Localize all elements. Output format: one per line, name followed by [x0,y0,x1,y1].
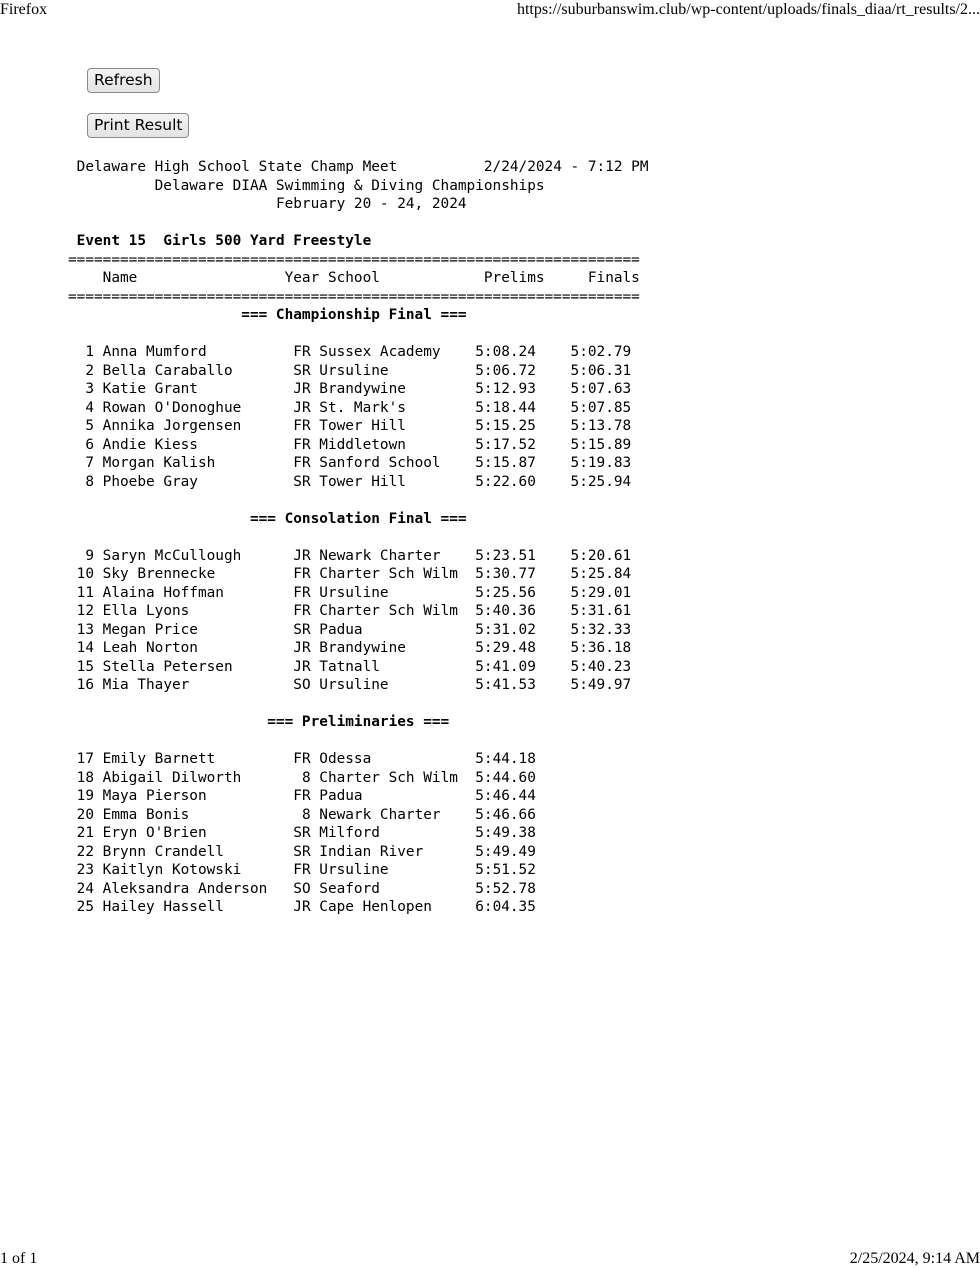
prelims-time: 5:17.52 [466,436,536,453]
listing-line [68,289,640,305]
school: Charter Sch Wilm [319,769,458,786]
listing-line [68,437,631,453]
prelims-time: 6:04.35 [466,899,536,915]
swimmer-name: Maya Pierson [102,788,294,804]
school: Seaford [319,880,458,897]
place: 13 [68,621,94,638]
prelims-time: 5:41.09 [466,658,536,675]
place: 4 [68,399,94,416]
swimmer-name: Annika Jorgensen [102,418,294,434]
swimmer-name: Emma Bonis [102,806,294,823]
listing-line [68,770,536,786]
year: JR [293,658,311,675]
print-timestamp: 2/25/2024, 9:14 AM [849,1250,980,1267]
school: Sanford School [319,455,458,471]
browser-name: Firefox [0,1,48,18]
year: FR [293,788,311,804]
school: Padua [319,788,458,804]
print-result-button[interactable]: Print Result [87,113,189,138]
school: Tower Hill [319,473,458,490]
listing-line [68,548,631,564]
place: 23 [68,862,94,878]
year: FR [293,584,311,601]
swimmer-name: Brynn Crandell [102,843,294,860]
prelims-time: 5:41.53 [466,677,536,693]
school: Charter Sch Wilm [319,603,458,619]
prelims-time: 5:44.18 [466,751,536,767]
finals-time: 5:15.89 [553,436,632,453]
prelims-time: 5:40.36 [466,603,536,619]
prelims-time: 5:49.38 [466,825,536,841]
finals-time: 5:02.79 [553,344,632,360]
prelims-time: 5:51.52 [466,862,536,878]
finals-time: 5:36.18 [553,640,632,656]
place: 21 [68,825,94,841]
swimmer-name: Leah Norton [102,640,294,656]
prelims-time: 5:46.66 [466,806,536,823]
meet-title: Delaware DIAA Swimming & Diving Championships [154,177,545,194]
year: SR [293,621,311,638]
swimmer-name: Stella Petersen [102,658,294,675]
finals-time: 5:06.31 [553,362,632,379]
place: 18 [68,769,94,786]
place: 9 [68,547,94,564]
finals-time: 5:31.61 [553,603,632,619]
section-heading: === Consolation Final === [68,510,467,527]
finals-time: 5:25.94 [553,473,632,490]
col-finals: Finals [561,270,640,286]
prelims-time: 5:15.25 [466,418,536,434]
place: 8 [68,473,94,490]
listing-line [68,825,536,841]
listing-line [68,363,631,379]
school: Middletown [319,436,458,453]
place: 19 [68,788,94,804]
prelims-time: 5:18.44 [466,399,536,416]
place: 12 [68,603,94,619]
swimmer-name: Hailey Hassell [102,899,294,915]
place: 1 [68,344,94,360]
prelims-time: 5:22.60 [466,473,536,490]
place: 25 [68,899,94,915]
prelims-time: 5:15.87 [466,455,536,471]
place: 2 [68,362,94,379]
school: Brandywine [319,640,458,656]
year: FR [293,603,311,619]
listing-line [68,622,631,638]
separator: ================================================================== [68,251,640,268]
school: Ursuline [319,862,458,878]
listing-line [68,233,371,249]
listing-line [68,862,536,878]
finals-time: 5:19.83 [553,455,632,471]
results-listing [68,158,649,917]
finals-time: 5:07.63 [553,381,632,397]
prelims-time: 5:29.48 [466,640,536,656]
finals-time: 5:13.78 [553,418,632,434]
prelims-time: 5:25.56 [466,584,536,601]
school: Tatnall [319,658,458,675]
finals-time: 5:07.85 [553,399,632,416]
place: 15 [68,658,94,675]
school: Sussex Academy [319,344,458,360]
prelims-time: 5:30.77 [466,566,536,582]
year: SO [293,677,311,693]
meet-dates: February 20 - 24, 2024 [275,196,467,212]
prelims-time: 5:08.24 [466,344,536,360]
listing-line [68,677,631,693]
swimmer-name: Mia Thayer [102,677,294,693]
school: Brandywine [319,381,458,397]
place: 20 [68,806,94,823]
swimmer-name: Aleksandra Anderson [102,880,294,897]
listing-line [68,807,536,823]
finals-time: 5:20.61 [553,547,632,564]
place: 17 [68,751,94,767]
swimmer-name: Anna Mumford [102,344,294,360]
swimmer-name: Phoebe Gray [102,473,294,490]
school: Charter Sch Wilm [319,566,458,582]
place: 22 [68,843,94,860]
prelims-time: 5:23.51 [466,547,536,564]
listing-line [68,899,536,915]
listing-line [68,196,467,212]
swimmer-name: Megan Price [102,621,294,638]
school: Newark Charter [319,806,458,823]
place: 14 [68,640,94,656]
refresh-button[interactable]: Refresh [87,68,160,93]
swimmer-name: Saryn McCullough [102,547,294,564]
school: Ursuline [319,677,458,693]
meet-timestamp: 2/24/2024 - 7:12 PM [483,159,649,175]
listing-line [68,400,631,416]
prelims-time: 5:52.78 [466,880,536,897]
swimmer-name: Rowan O'Donoghue [102,399,294,416]
year: JR [293,381,311,397]
listing-line [68,455,631,471]
school: Ursuline [319,362,458,379]
listing-line [68,381,631,397]
year: JR [293,547,311,564]
swimmer-name: Sky Brennecke [102,566,294,582]
section-heading: === Championship Final === [68,307,467,323]
listing-line [68,714,449,730]
year: JR [293,899,311,915]
swimmer-name: Kaitlyn Kotowski [102,862,294,878]
prelims-time: 5:46.44 [466,788,536,804]
place: 7 [68,455,94,471]
year: FR [293,862,311,878]
school: Tower Hill [319,418,458,434]
year: SR [293,825,311,841]
place: 3 [68,381,94,397]
meet-name: Delaware High School State Champ Meet [76,159,398,175]
finals-time: 5:49.97 [553,677,632,693]
year: JR [293,640,311,656]
finals-time: 5:40.23 [553,658,632,675]
listing-line [68,566,631,582]
listing-line [68,178,545,194]
year: FR [293,455,311,471]
listing-line [68,474,631,490]
year: FR [293,418,311,434]
listing-line [68,659,631,675]
listing-line [68,881,536,897]
listing-line [68,344,631,360]
swimmer-name: Bella Caraballo [102,362,294,379]
prelims-time: 5:44.60 [466,769,536,786]
school: Odessa [319,751,458,767]
col-prelims: Prelims [475,270,545,286]
event-title: Event 15 Girls 500 Yard Freestyle [76,233,372,249]
prelims-time: 5:06.72 [466,362,536,379]
year: FR [293,751,311,767]
prelims-time: 5:31.02 [466,621,536,638]
swimmer-name: Morgan Kalish [102,455,294,471]
place: 5 [68,418,94,434]
year: SR [293,362,311,379]
listing-line [68,511,467,527]
col-name: Name [102,270,285,286]
listing-line [68,159,649,175]
year: SR [293,473,311,490]
school: Indian River [319,843,458,860]
year: SO [293,880,311,897]
print-footer [0,1250,980,1268]
separator: ================================================================== [68,288,640,305]
prelims-time: 5:49.49 [466,843,536,860]
finals-time: 5:29.01 [553,584,632,601]
swimmer-name: Andie Kiess [102,436,294,453]
listing-line [68,844,536,860]
print-header [0,1,980,19]
swimmer-name: Emily Barnett [102,751,294,767]
page-url: https://suburbanswim.club/wp-content/uploads/finals_diaa/rt_results/2... [516,1,980,18]
school: St. Mark's [319,399,458,416]
listing-line [68,751,536,767]
year: 8 [293,769,311,786]
prelims-time: 5:12.93 [466,381,536,397]
place: 6 [68,436,94,453]
school: Milford [319,825,458,841]
place: 10 [68,566,94,582]
listing-line [68,307,467,323]
swimmer-name: Abigail Dilworth [102,769,294,786]
swimmer-name: Ella Lyons [102,603,294,619]
col-year: Year [284,270,320,286]
listing-line [68,640,631,656]
section-heading: === Preliminaries === [68,714,450,730]
place: 16 [68,677,94,693]
place: 24 [68,880,94,897]
swimmer-name: Katie Grant [102,381,294,397]
listing-line [68,418,631,434]
year: FR [293,344,311,360]
swimmer-name: Eryn O'Brien [102,825,294,841]
swimmer-name: Alaina Hoffman [102,584,294,601]
page-count: 1 of 1 [0,1250,38,1267]
listing-line [68,585,631,601]
listing-line [68,270,640,286]
school: Padua [319,621,458,638]
year: FR [293,436,311,453]
place: 11 [68,584,94,601]
school: Newark Charter [319,547,458,564]
school: Cape Henlopen [319,899,458,915]
listing-line [68,252,640,268]
school: Ursuline [319,584,458,601]
year: SR [293,843,311,860]
col-school: School [327,270,467,286]
finals-time: 5:25.84 [553,566,632,582]
year: JR [293,399,311,416]
year: 8 [293,806,311,823]
year: FR [293,566,311,582]
finals-time: 5:32.33 [553,621,632,638]
listing-line [68,788,536,804]
listing-line [68,603,631,619]
